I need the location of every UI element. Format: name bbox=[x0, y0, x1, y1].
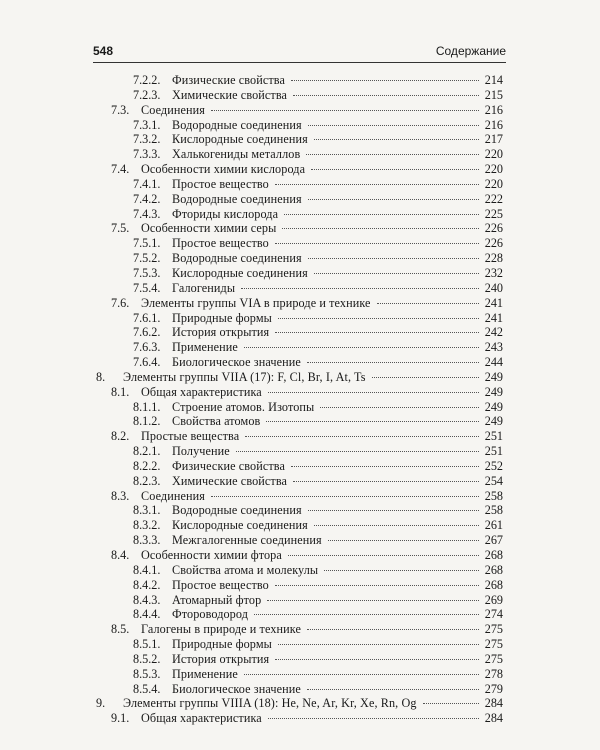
toc-entry-number: 7.6.1. bbox=[133, 310, 161, 325]
toc-entry-title: Физические свойства bbox=[172, 458, 285, 473]
toc-entry-page: 220 bbox=[484, 176, 503, 191]
dot-leader bbox=[275, 243, 479, 244]
toc-entry-number: 8.2. bbox=[111, 429, 130, 444]
toc-entry-title: Применение bbox=[172, 340, 238, 355]
toc-entry-title: Водородные соединения bbox=[172, 251, 302, 266]
dot-leader bbox=[268, 392, 479, 393]
toc-entry-page: 243 bbox=[484, 340, 503, 355]
toc-entry-number: 7.5. bbox=[111, 221, 130, 236]
toc-entry-page: 254 bbox=[484, 473, 503, 488]
dot-leader bbox=[311, 169, 479, 170]
toc-entry-number: 7.6.4. bbox=[133, 355, 161, 370]
dot-leader bbox=[314, 525, 479, 526]
toc-entry-title: Фтороводород bbox=[172, 607, 249, 622]
toc-entry bbox=[93, 118, 503, 133]
toc-entry bbox=[93, 622, 503, 637]
dot-leader bbox=[211, 110, 479, 111]
toc-entry-page: 228 bbox=[484, 251, 503, 266]
dot-leader bbox=[377, 303, 479, 304]
dot-leader bbox=[268, 718, 479, 719]
toc-entry bbox=[93, 518, 503, 533]
toc-entry-title: Галогены в природе и технике bbox=[141, 622, 301, 637]
dot-leader bbox=[307, 362, 479, 363]
toc-entry-page: 268 bbox=[484, 562, 503, 577]
toc-entry-number: 8.5.1. bbox=[133, 637, 161, 652]
toc-entry-page: 226 bbox=[484, 236, 503, 251]
toc-entry-number: 8.4. bbox=[111, 548, 130, 562]
dot-leader bbox=[275, 659, 479, 660]
toc-entry bbox=[93, 281, 503, 296]
toc-entry-page: 222 bbox=[484, 191, 503, 206]
dot-leader bbox=[275, 184, 479, 185]
toc-entry-number: 8.2.1. bbox=[133, 444, 161, 459]
toc-entry-number: 9. bbox=[96, 696, 106, 711]
toc-entry-number: 8.5.3. bbox=[133, 666, 161, 681]
toc-entry bbox=[93, 221, 503, 236]
toc-entry-number: 7.3.2. bbox=[133, 132, 161, 147]
dot-leader bbox=[293, 481, 479, 482]
toc-entry-number: 8.1.1. bbox=[133, 399, 161, 414]
toc-entry-title: Кислородные соединения bbox=[172, 132, 308, 147]
dot-leader bbox=[372, 377, 479, 378]
toc-entry-title: Особенности химии серы bbox=[141, 221, 277, 236]
toc-entry bbox=[93, 667, 503, 682]
toc-entry-number: 8.4.2. bbox=[133, 577, 161, 592]
dot-leader bbox=[244, 347, 479, 348]
toc-entry bbox=[93, 355, 503, 370]
dot-leader bbox=[282, 228, 479, 229]
toc-entry-page: 215 bbox=[484, 87, 503, 102]
dot-leader bbox=[288, 555, 479, 556]
toc-entry bbox=[93, 593, 503, 608]
toc-entry-title: Элементы группы VIIIA (18): He, Ne, Ar, Kr, Xe, Rn, Og bbox=[123, 696, 417, 711]
toc-entry-page: 240 bbox=[484, 280, 503, 295]
toc-entry bbox=[93, 236, 503, 251]
toc-entry-title: Элементы группы VIIA (17): F, Cl, Br, I, At, Ts bbox=[123, 369, 366, 384]
toc-entry-number: 8.1.2. bbox=[133, 414, 161, 429]
toc-entry bbox=[93, 162, 503, 177]
toc-entry bbox=[93, 103, 503, 118]
toc-entry-number: 8.1. bbox=[111, 384, 130, 399]
toc-entry-number: 7.4.2. bbox=[133, 191, 161, 206]
toc-entry-page: 216 bbox=[484, 102, 503, 117]
toc-entry-page: 252 bbox=[484, 458, 503, 473]
toc-entry-page: 267 bbox=[484, 533, 503, 548]
toc-entry-page: 249 bbox=[484, 414, 503, 429]
dot-leader bbox=[423, 703, 479, 704]
toc-entry-title: История открытия bbox=[172, 325, 270, 340]
toc-entry-page: 268 bbox=[484, 577, 503, 592]
toc-entry bbox=[93, 325, 503, 340]
toc-entry-title: Кислородные соединения bbox=[172, 265, 308, 280]
toc-entry-title: Галогениды bbox=[172, 280, 236, 295]
dot-leader bbox=[320, 407, 479, 408]
toc-entry-title: Водородные соединения bbox=[172, 191, 302, 206]
toc-entry-number: 8.3.1. bbox=[133, 503, 161, 518]
toc-entry-number: 9.1. bbox=[111, 711, 130, 726]
toc-entry-title: Биологическое значение bbox=[172, 681, 301, 696]
toc-entry bbox=[93, 88, 503, 103]
toc-entry-title: Свойства атома и молекулы bbox=[172, 562, 319, 577]
toc-entry-page: 220 bbox=[484, 162, 503, 177]
dot-leader bbox=[291, 80, 479, 81]
dot-leader bbox=[307, 689, 479, 690]
toc-entry-number: 7.2.3. bbox=[133, 87, 161, 102]
toc-entry-page: 261 bbox=[484, 518, 503, 533]
toc-entry-number: 7.5.3. bbox=[133, 265, 161, 280]
toc-entry bbox=[93, 311, 503, 326]
toc-entry-title: Особенности химии кислорода bbox=[141, 162, 306, 177]
dot-leader bbox=[211, 496, 479, 497]
toc-entry bbox=[93, 637, 503, 652]
toc-entry-title: Межгалогенные соединения bbox=[172, 533, 322, 548]
toc-entry bbox=[93, 444, 503, 459]
toc-entry-title: Элементы группы VIA в природе и технике bbox=[141, 295, 371, 310]
toc-entry bbox=[93, 296, 503, 311]
toc-entry bbox=[93, 533, 503, 548]
toc-entry-number: 8.5.2. bbox=[133, 651, 161, 666]
toc-entry-number: 7.4.3. bbox=[133, 206, 161, 221]
running-head: Содержание bbox=[435, 44, 506, 58]
toc-entry-title: Свойства атомов bbox=[172, 414, 261, 429]
dot-leader bbox=[254, 614, 479, 615]
toc-entry-page: 216 bbox=[484, 117, 503, 132]
toc-entry-title: Фториды кислорода bbox=[172, 206, 279, 221]
toc-entry-page: 275 bbox=[484, 622, 503, 637]
toc-entry bbox=[93, 266, 503, 281]
toc-entry-number: 7.3.1. bbox=[133, 117, 161, 132]
toc-entry-page: 214 bbox=[484, 73, 503, 87]
toc-entry-title: Строение атомов. Изотопы bbox=[172, 399, 315, 414]
toc-entry-page: 275 bbox=[484, 651, 503, 666]
toc-entry bbox=[93, 385, 503, 400]
toc-entry-page: 268 bbox=[484, 548, 503, 562]
toc-entry-number: 7.6.3. bbox=[133, 340, 161, 355]
header-rule bbox=[93, 62, 506, 63]
dot-leader bbox=[314, 273, 479, 274]
dot-leader bbox=[267, 600, 479, 601]
toc-entry-page: 244 bbox=[484, 355, 503, 370]
toc-entry-number: 7.6.2. bbox=[133, 325, 161, 340]
toc-entry bbox=[93, 548, 503, 563]
toc-entry-page: 241 bbox=[484, 295, 503, 310]
toc-entry-title: Простые вещества bbox=[141, 429, 240, 444]
toc-entry-number: 7.3. bbox=[111, 102, 130, 117]
toc-entry bbox=[93, 696, 503, 711]
toc-entry-page: 251 bbox=[484, 429, 503, 444]
toc-entry-page: 241 bbox=[484, 310, 503, 325]
toc-entry-number: 8.3.3. bbox=[133, 533, 161, 548]
toc-entry-number: 7.4.1. bbox=[133, 176, 161, 191]
toc-entry-page: 284 bbox=[484, 711, 503, 726]
toc-entry-number: 7.4. bbox=[111, 162, 130, 177]
toc-entry-title: Природные формы bbox=[172, 310, 272, 325]
toc-entry-number: 8.3. bbox=[111, 488, 130, 503]
toc-entry-title: Применение bbox=[172, 666, 238, 681]
page-header bbox=[93, 44, 506, 60]
toc-entry-title: Простое вещество bbox=[172, 176, 269, 191]
toc-entry-page: 251 bbox=[484, 444, 503, 459]
dot-leader bbox=[236, 451, 479, 452]
toc-entry bbox=[93, 207, 503, 222]
dot-leader bbox=[308, 199, 479, 200]
dot-leader bbox=[275, 585, 479, 586]
toc-entry-page: 274 bbox=[484, 607, 503, 622]
toc-entry-page: 226 bbox=[484, 221, 503, 236]
table-of-contents bbox=[93, 73, 503, 726]
page-number: 548 bbox=[93, 44, 114, 58]
toc-entry bbox=[93, 251, 503, 266]
toc-entry-title: Кислородные соединения bbox=[172, 518, 308, 533]
toc-entry bbox=[93, 489, 503, 504]
dot-leader bbox=[278, 318, 479, 319]
dot-leader bbox=[275, 332, 479, 333]
toc-entry-number: 8.4.3. bbox=[133, 592, 161, 607]
toc-entry-title: Простое вещество bbox=[172, 577, 269, 592]
dot-leader bbox=[244, 674, 479, 675]
toc-entry-page: 225 bbox=[484, 206, 503, 221]
toc-entry bbox=[93, 147, 503, 162]
toc-entry bbox=[93, 578, 503, 593]
dot-leader bbox=[308, 125, 479, 126]
toc-entry bbox=[93, 652, 503, 667]
toc-entry-title: Особенности химии фтора bbox=[141, 548, 282, 562]
toc-entry-title: Природные формы bbox=[172, 637, 272, 652]
toc-entry-title: Соединения bbox=[141, 488, 205, 503]
toc-entry bbox=[93, 414, 503, 429]
toc-entry bbox=[93, 607, 503, 622]
toc-entry-page: 279 bbox=[484, 681, 503, 696]
dot-leader bbox=[308, 510, 479, 511]
toc-entry-page: 249 bbox=[484, 384, 503, 399]
toc-entry bbox=[93, 177, 503, 192]
toc-entry-number: 8.5. bbox=[111, 622, 130, 637]
toc-entry bbox=[93, 711, 503, 726]
toc-entry-title: Биологическое значение bbox=[172, 355, 301, 370]
toc-entry-page: 275 bbox=[484, 637, 503, 652]
toc-entry-page: 249 bbox=[484, 369, 503, 384]
toc-entry-title: Физические свойства bbox=[172, 73, 285, 87]
toc-entry-title: Общая характеристика bbox=[141, 711, 262, 726]
toc-entry-number: 7.3.3. bbox=[133, 147, 161, 162]
toc-entry-number: 7.5.2. bbox=[133, 251, 161, 266]
toc-entry bbox=[93, 429, 503, 444]
toc-entry bbox=[93, 370, 503, 385]
toc-entry-number: 8.2.2. bbox=[133, 458, 161, 473]
toc-entry-page: 217 bbox=[484, 132, 503, 147]
toc-entry-title: Химические свойства bbox=[172, 87, 288, 102]
toc-entry-number: 7.5.1. bbox=[133, 236, 161, 251]
toc-entry bbox=[93, 503, 503, 518]
dot-leader bbox=[293, 95, 479, 96]
toc-entry bbox=[93, 682, 503, 697]
toc-entry bbox=[93, 132, 503, 147]
dot-leader bbox=[314, 139, 479, 140]
toc-entry-page: 284 bbox=[484, 696, 503, 711]
dot-leader bbox=[307, 629, 479, 630]
toc-entry bbox=[93, 192, 503, 207]
toc-entry bbox=[93, 340, 503, 355]
toc-entry-title: Получение bbox=[172, 444, 230, 459]
toc-entry-number: 7.6. bbox=[111, 295, 130, 310]
toc-entry-title: Простое вещество bbox=[172, 236, 269, 251]
toc-entry bbox=[93, 563, 503, 578]
toc-entry-page: 258 bbox=[484, 488, 503, 503]
toc-entry-title: Водородные соединения bbox=[172, 117, 302, 132]
dot-leader bbox=[245, 436, 479, 437]
toc-entry-title: Соединения bbox=[141, 102, 205, 117]
toc-entry-title: Химические свойства bbox=[172, 473, 288, 488]
toc-entry-page: 269 bbox=[484, 592, 503, 607]
toc-entry-number: 7.5.4. bbox=[133, 280, 161, 295]
dot-leader bbox=[291, 466, 479, 467]
dot-leader bbox=[324, 570, 479, 571]
dot-leader bbox=[241, 288, 479, 289]
dot-leader bbox=[308, 258, 479, 259]
toc-entry-page: 278 bbox=[484, 666, 503, 681]
toc-entry-title: История открытия bbox=[172, 651, 270, 666]
toc-entry bbox=[93, 73, 503, 88]
dot-leader bbox=[278, 644, 479, 645]
toc-entry-page: 232 bbox=[484, 265, 503, 280]
dot-leader bbox=[284, 214, 479, 215]
toc-entry-page: 242 bbox=[484, 325, 503, 340]
toc-entry-title: Общая характеристика bbox=[141, 384, 262, 399]
toc-entry-number: 8.3.2. bbox=[133, 518, 161, 533]
toc-entry-title: Атомарный фтор bbox=[172, 592, 262, 607]
dot-leader bbox=[306, 154, 479, 155]
toc-entry bbox=[93, 459, 503, 474]
dot-leader bbox=[266, 421, 479, 422]
toc-entry-number: 7.2.2. bbox=[133, 73, 161, 87]
toc-entry-number: 8.4.4. bbox=[133, 607, 161, 622]
toc-entry-title: Халькогениды металлов bbox=[172, 147, 301, 162]
toc-entry-title: Водородные соединения bbox=[172, 503, 302, 518]
dot-leader bbox=[328, 540, 479, 541]
toc-entry-number: 8.5.4. bbox=[133, 681, 161, 696]
toc-entry-number: 8.2.3. bbox=[133, 473, 161, 488]
toc-entry-page: 220 bbox=[484, 147, 503, 162]
toc-entry bbox=[93, 474, 503, 489]
toc-entry-number: 8. bbox=[96, 369, 106, 384]
toc-entry-page: 258 bbox=[484, 503, 503, 518]
toc-entry-page: 249 bbox=[484, 399, 503, 414]
toc-entry bbox=[93, 400, 503, 415]
toc-entry-number: 8.4.1. bbox=[133, 562, 161, 577]
